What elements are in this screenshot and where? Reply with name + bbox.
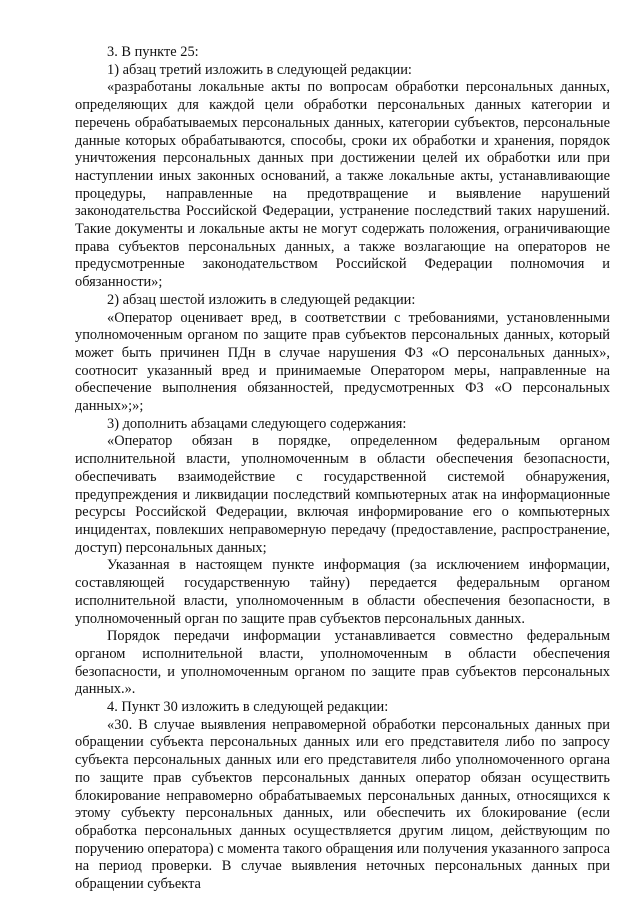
- paragraph-quote-operator-harm: «Оператор оценивает вред, в соответствии с требованиями, установленными уполномоченным органом по защите прав субъектов персональных данных, который может быть причинен ПДн в случае нарушения ФЗ «О персональных данных», соотносит указанный вред и принимаемые Оператором меры, направленные на обеспечение выполнения обязанностей, предусмотренных ФЗ «О персональных данных»;»;: [75, 309, 610, 415]
- paragraph-subpoint-2: 2) абзац шестой изложить в следующей редакции:: [107, 291, 416, 308]
- paragraph-quote-operator-obligation: «Оператор обязан в порядке, определенном федеральным органом исполнительной власти, уполномоченным в области обеспечения безопасности, обеспечивать взаимодействие с государственной системой обнаружения, предупреждения и ликвидации последствий компьютерных атак на информационные ресурсы Российской Федерации, включая информирование его о компьютерных инцидентах, повлекших неправомерную передачу (предоставление, распространение, доступ) персональных данных;: [75, 433, 610, 556]
- document-page: [75, 44, 610, 894]
- paragraph-transfer-procedure: Порядок передачи информации устанавливается совместно федеральным органом исполнительной власти, уполномоченным в области обеспечения безопасности, и уполномоченным органом по защите прав субъектов персональных данных.».: [75, 628, 610, 698]
- paragraph-quote-item-30: «30. В случае выявления неправомерной обработки персональных данных при обращении субъекта персональных данных или его представителя либо по запросу субъекта персональных данных или его представителя либо уполномоченного органа по защите прав субъектов персональных данных оператор обязан осуществить блокирование неправомерно обрабатываемых персональных данных, относящихся к этому субъекту персональных данных, или обеспечить их блокирование (если обработка персональных данных осуществляется другим лицом, действующим по поручению оператора) с момента такого обращения или получения указанного запроса на период проверки. В случае выявления неточных персональных данных при обращении субъекта: [75, 716, 610, 893]
- paragraph-information-transfer: Указанная в настоящем пункте информация (за исключением информации, составляющей государственную тайну) передается федеральным органом исполнительной власти, уполномоченным в области обеспечения безопасности, в уполномоченный орган по защите прав субъектов персональных данных.: [75, 557, 610, 627]
- paragraph-quote-local-acts: «разработаны локальные акты по вопросам обработки персональных данных, определяющих для каждой цели обработки персональных данных категории и перечень обрабатываемых персональных данных, категории субъектов, персональные данные которых обрабатываются, способы, сроки их обработки и хранения, порядок уничтожения персональных данных при достижении целей их обработки или при наступлении иных законных оснований, а также локальные акты, устанавливающие процедуры, направленные на предотвращение и выявление нарушений законодательства Российской Федерации, устранение последствий таких нарушений. Такие документы и локальные акты не могут содержать положения, ограничивающие права субъектов персональных данных, а также возлагающие на операторов не предусмотренные законодательством Российской Федерации полномочия и обязанности»;: [75, 79, 610, 291]
- paragraph-subpoint-1: 1) абзац третий изложить в следующей редакции:: [107, 61, 412, 78]
- paragraph-item-4-heading: 4. Пункт 30 изложить в следующей редакции:: [107, 699, 389, 716]
- paragraph-item-3-heading: 3. В пункте 25:: [107, 44, 199, 60]
- paragraph-subpoint-3: 3) дополнить абзацами следующего содержания:: [107, 415, 407, 432]
